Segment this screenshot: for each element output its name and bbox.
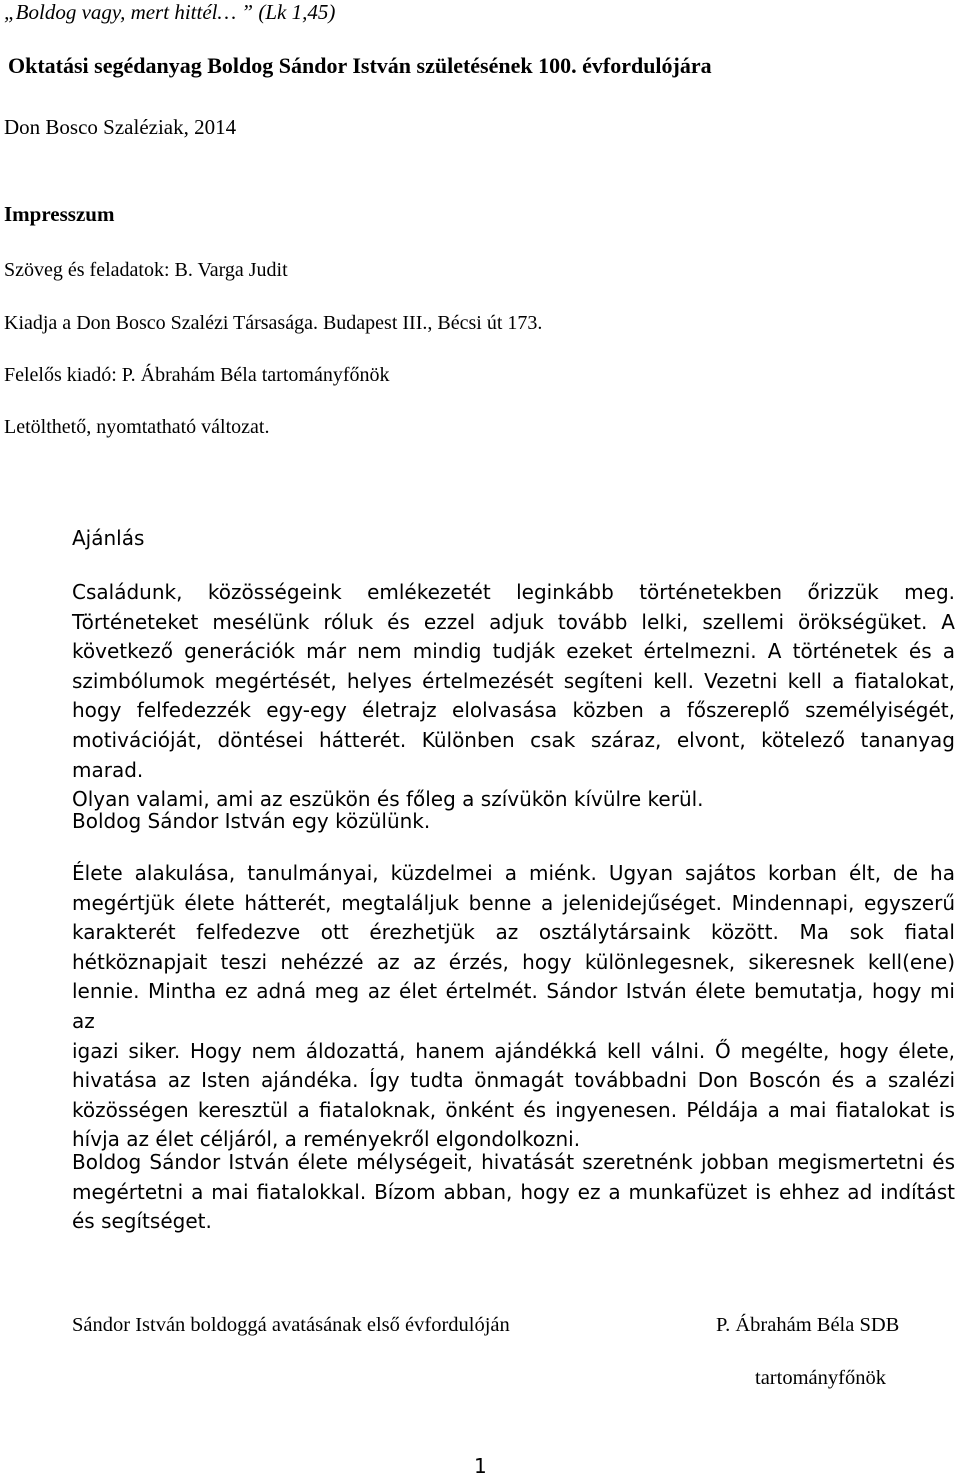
paragraph-line: hivatása az Isten ajándéka. Így tudta önmagát továbbadni Don Boscón és a szalézi (72, 1068, 955, 1093)
paragraph-line: Boldog Sándor István élete mélységeit, hivatását szeretnénk jobban megismertetni és (72, 1150, 955, 1174)
paragraph-line: Történeteket mesélünk róluk és ezzel adjuk tovább lelki, szellemi örökségüket. A (72, 609, 955, 634)
paragraph-line: és segítséget. (72, 1209, 212, 1234)
recommendation-heading: Ajánlás (72, 526, 145, 550)
recommendation-paragraph-1 (72, 578, 955, 815)
paragraph-line: közösségen keresztül a fiataloknak, önként és ingyenesen. Példája a mai fiatalokat is (72, 1097, 955, 1122)
document-title: Oktatási segédanyag Boldog Sándor István születésének 100. évfordulójára (8, 53, 712, 78)
paragraph-line: lennie. Mintha ez adná meg az élet értelmét. Sándor István élete bemutatja, hogy mi az (72, 979, 955, 1033)
page-number: 1 (474, 1454, 487, 1478)
impresszum-author: Szöveg és feladatok: B. Varga Judit (4, 259, 288, 281)
paragraph-line: motivációját, döntései hátterét. Különben csak száraz, elvont, kötelező tananyag marad. (72, 727, 955, 782)
impresszum-responsible: Felelős kiadó: P. Ábrahám Béla tartományfőnök (4, 364, 390, 386)
paragraph-line: hívja az élet céljáról, a reményekről elgondolkozni. (72, 1127, 581, 1152)
signature-name: P. Ábrahám Béla SDB (716, 1314, 900, 1336)
paragraph-line: Családunk, közösségeink emlékezetét leginkább történetekben őrizzük meg. (72, 580, 955, 604)
recommendation-paragraph-4 (72, 1148, 955, 1237)
paragraph-line: hétköznapjait teszi nehézzé az az érzés, hogy különlegesnek, sikeresnek kell(ene) (72, 949, 955, 974)
recommendation-paragraph-2: Boldog Sándor István egy közülünk. (72, 809, 431, 833)
paragraph-line: szimbólumok megértését, helyes értelmezését segíteni kell. Vezetni kell a fiatalokat, (72, 668, 955, 693)
publisher-line: Don Bosco Szaléziak, 2014 (4, 115, 237, 139)
impresszum-heading: Impresszum (4, 202, 115, 226)
recommendation-paragraph-3 (72, 859, 955, 1155)
paragraph-line: Élete alakulása, tanulmányai, küzdelmei a miénk. Ugyan sajátos korban élt, de ha (72, 861, 955, 885)
paragraph-line: igazi siker. Hogy nem áldozattá, hanem ajándékká kell válni. Ő megélte, hogy élete, (72, 1038, 955, 1063)
paragraph-line: karakterét felfedezve ott érezhetjük az osztálytársaink között. Ma sok fiatal (72, 920, 955, 945)
impresszum-publisher: Kiadja a Don Bosco Szalézi Társasága. Budapest III., Bécsi út 173. (4, 312, 543, 334)
paragraph-line: megértetni a mai fiatalokkal. Bízom abban, hogy ez a munkafüzet is ehhez ad indítást (72, 1179, 955, 1204)
signature-occasion: Sándor István boldoggá avatásának első évfordulóján (72, 1314, 510, 1336)
paragraph-line: megértjük élete hátterét, megtaláljuk benne a jelenidejűséget. Mindennapi, egyszerű (72, 890, 955, 915)
paragraph-line: következő generációk már nem mindig tudják ezeket értelmezni. A történetek és a (72, 639, 955, 664)
impresszum-version: Letölthető, nyomtatható változat. (4, 416, 270, 438)
paragraph-line: hogy felfedezzék egy-egy életrajz elolvasása közben a főszereplő személyiségét, (72, 698, 955, 723)
signature-role: tartományfőnök (755, 1367, 886, 1389)
paragraph-line: Olyan valami, ami az eszükön és főleg a szívükön kívülre kerül. (72, 787, 704, 812)
motto: „Boldog vagy, mert hittél… ” (Lk 1,45) (4, 0, 336, 24)
